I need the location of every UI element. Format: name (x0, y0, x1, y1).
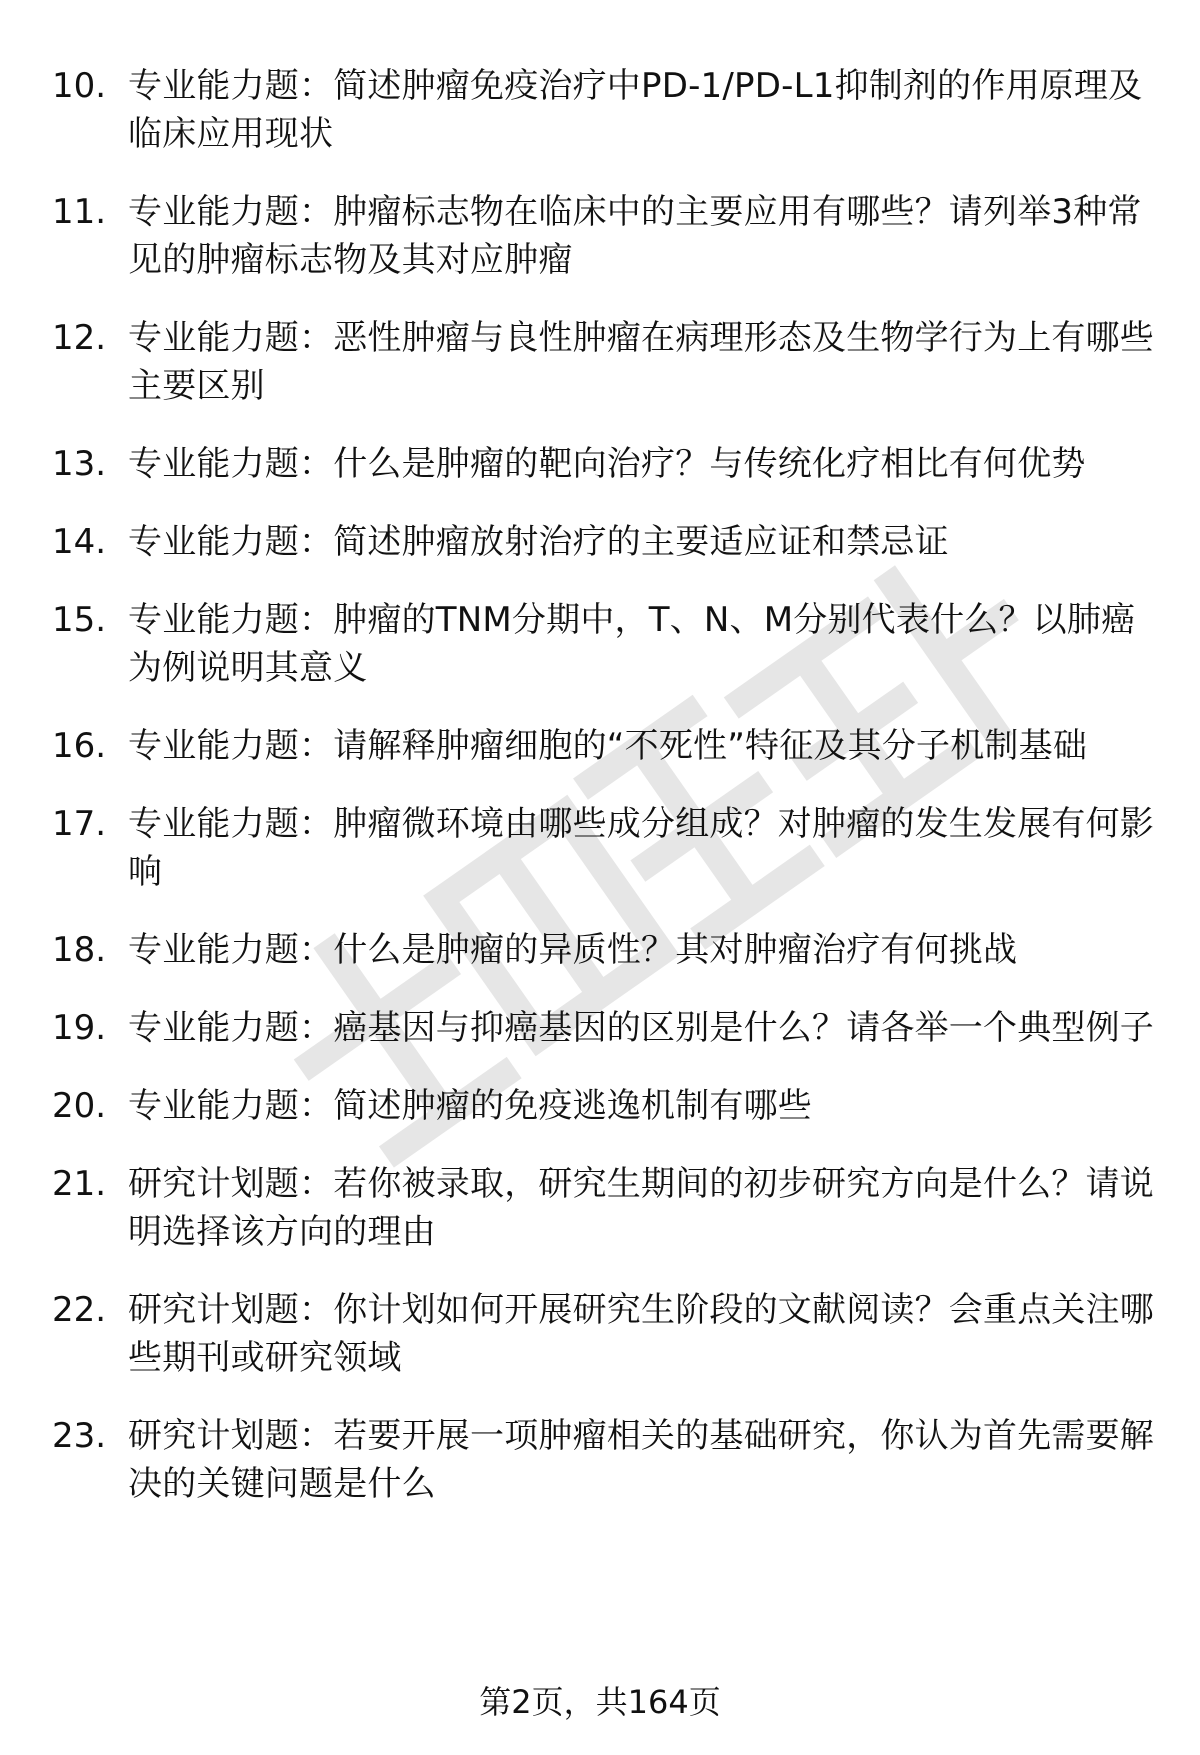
question-item (52, 440, 1162, 488)
question-text: 专业能力题：什么是肿瘤的异质性？其对肿瘤治疗有何挑战 (128, 930, 1018, 970)
question-item (52, 1082, 1162, 1130)
question-item (52, 314, 1162, 410)
question-item (52, 722, 1162, 770)
question-number: 13. (52, 444, 107, 484)
question-number: 18. (52, 930, 107, 970)
question-item (52, 518, 1162, 566)
question-item (52, 188, 1162, 284)
question-item (52, 596, 1162, 692)
question-number: 21. (52, 1164, 107, 1204)
question-text: 研究计划题：若要开展一项肿瘤相关的基础研究，你认为首先需要解决的关键问题是什么 (128, 1416, 1154, 1504)
question-text: 专业能力题：简述肿瘤免疫治疗中PD-1/PD-L1抑制剂的作用原理及临床应用现状 (128, 66, 1143, 154)
question-number: 11. (52, 192, 107, 232)
question-text: 专业能力题：简述肿瘤的免疫逃逸机制有哪些 (128, 1086, 812, 1126)
question-text: 专业能力题：请解释肿瘤细胞的“不死性”特征及其分子机制基础 (128, 726, 1088, 766)
question-item (52, 1160, 1162, 1256)
page-footer: 第2页，共164页 (479, 1683, 721, 1721)
question-text: 专业能力题：肿瘤的TNM分期中，T、N、M分别代表什么？以肺癌为例说明其意义 (128, 600, 1136, 688)
question-number: 22. (52, 1290, 107, 1330)
question-number: 12. (52, 318, 107, 358)
question-number: 14. (52, 522, 107, 562)
question-item (52, 62, 1162, 158)
question-number: 15. (52, 600, 107, 640)
question-text: 研究计划题：若你被录取，研究生期间的初步研究方向是什么？请说明选择该方向的理由 (128, 1164, 1154, 1252)
question-item (52, 926, 1162, 974)
question-item (52, 1412, 1162, 1508)
question-number: 20. (52, 1086, 107, 1126)
question-text: 专业能力题：肿瘤微环境由哪些成分组成？对肿瘤的发生发展有何影响 (128, 804, 1154, 892)
question-text: 专业能力题：癌基因与抑癌基因的区别是什么？请各举一个典型例子 (128, 1008, 1154, 1048)
question-text: 专业能力题：什么是肿瘤的靶向治疗？与传统化疗相比有何优势 (128, 444, 1086, 484)
question-number: 19. (52, 1008, 107, 1048)
question-number: 10. (52, 66, 107, 106)
question-item (52, 800, 1162, 896)
question-item (52, 1286, 1162, 1382)
question-list (52, 62, 1162, 1538)
question-item (52, 1004, 1162, 1052)
question-text: 研究计划题：你计划如何开展研究生阶段的文献阅读？会重点关注哪些期刊或研究领域 (128, 1290, 1154, 1378)
question-number: 17. (52, 804, 107, 844)
question-text: 专业能力题：肿瘤标志物在临床中的主要应用有哪些？请列举3种常见的肿瘤标志物及其对应肿瘤 (128, 192, 1142, 280)
question-text: 专业能力题：简述肿瘤放射治疗的主要适应证和禁忌证 (128, 522, 949, 562)
question-text: 专业能力题：恶性肿瘤与良性肿瘤在病理形态及生物学行为上有哪些主要区别 (128, 318, 1154, 406)
question-number: 23. (52, 1416, 107, 1456)
question-number: 16. (52, 726, 107, 766)
